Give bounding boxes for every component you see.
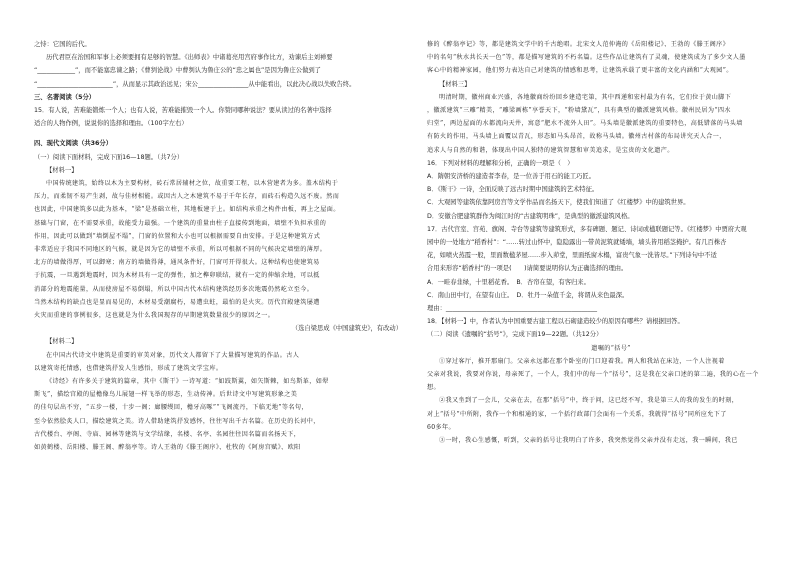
- left-column: [34, 38, 402, 454]
- right-text-line: 父亲对我说，我要对你说，母亲死了，一个人，我们中的每一个“括号”，这是我在父亲口述的第二遍，我的心在一个: [427, 371, 759, 379]
- left-text-line: 基础与门窗，在不需要承重，故能受力最强。一个建筑的重量由柱子直接传到地面，墙壁不负担承重的: [34, 219, 327, 227]
- right-text-line: 有防火的作用，马头墙上面覆以青瓦，形态如马头昂首，故称马头墙。徽州古村落的布局讲究天人合一，: [427, 133, 726, 141]
- right-text-line: 园中的一处地方“稻香村”：“……转过山怀中，隐隐露出一带黄泥筑就矮墙，墙头皆用稻茎掩护。有几百株杏: [427, 239, 727, 247]
- right-text-line: ，徽派建筑“三雕”精美，“雕梁画栋”享誉天下，“粉墙黛瓦”，具有典型的徽派建筑风格。徽州民居为“四水: [427, 107, 731, 115]
- left-text-line: （选自梁思成《中国建筑史》，有改动）: [291, 325, 402, 333]
- right-text-line: ②我又坐到了一会儿，父亲在去，在那“括号”中，终于问，这已经不写，我是第三人的我的发生的时刻，: [439, 397, 739, 405]
- right-text-line: A．隋朝安济桥的建造者李春，是一位善于用石的能工巧匠。: [427, 173, 596, 181]
- left-text-line: 【材料一】: [46, 166, 78, 174]
- left-text-line: 也因此，中国建筑多以此为基本，“梁”是基础立柱，其地板建于上。如结构承重之构件由板，再上之屋面。: [34, 206, 340, 214]
- right-text-line: ①穿过客厅，推开那扇门。父亲永远都在那个卧室的门口迎着我。两人和我站在床边，一个人注视着: [439, 357, 725, 365]
- left-text-line: “________________________”，从而显示其政治远见；宋公________________从中能看出，以此决心战以失败告终。: [34, 80, 356, 88]
- left-text-line: “____________”，而不能塞忠谏之路；《曹刿论战》中曹刿认为鲁庄公的“忠之属也”是因为鲁庄公做到了: [34, 67, 321, 75]
- left-text-line: 中国传统建筑，始终以木为主要构材，砖石常居辅材之位，故重要工程，以木营建者为多。盖木结构于: [46, 180, 339, 188]
- left-text-line: 古代楼台、亭阁、寺庙、园林等建筑与文学结缘，名楼、名亭、名园往往因名篇而名扬天下，: [34, 430, 301, 438]
- right-text-line: 理由：________________________________________________: [427, 305, 598, 313]
- left-text-line: 至今依然脍炙人口，描绘建筑之美。诗人借助建筑抒发感怀，往往写出千古名篇。在历史的长河中，: [34, 417, 320, 425]
- left-text-line: 适合的人物作例，说说你的选择和理由。（100字左右）: [34, 120, 188, 128]
- right-text-line: 修的《醉翁亭记》等，都是建筑文学中的千古绝唱。北宋文人范仲淹的《岳阳楼记》、王勃的《滕王阁序》: [427, 41, 730, 48]
- left-text-line: 如黄鹤楼、岳阳楼、滕王阁、醉翁亭等。诗人王勃的《滕王阁序》、杜牧的《阿房宫赋》、欧阳: [34, 444, 301, 452]
- right-text-line: 中的名句“秋水共长天一色”等，都是描写建筑的不朽名篇。这些作品让建筑有了灵魂，使建筑成为了多少文人墨: [427, 54, 746, 62]
- left-text-line: 非常适应于我国不同地区的气候，就是因为它的墙壁不承重，所以可根据不同的气候决定墙壁的薄厚。: [34, 246, 327, 254]
- left-text-line: 【材料二】: [46, 338, 78, 346]
- left-text-line: 三、名著阅读（5分）: [34, 93, 96, 101]
- left-text-line: 之恃：它国的后代。: [34, 41, 91, 48]
- right-column: [427, 38, 794, 447]
- right-text-line: （二）阅读《遗嘱的“括号”》，完成下面19—22题。（共12分）: [427, 331, 603, 339]
- right-text-line: 对上“括号”中所附，我作一个和相通的家，一个括行政部门会面有一个关系，我就得“括号”同所应允下了: [427, 410, 727, 418]
- right-text-line: D．安徽合肥建筑群作为闽江时的“古建筑明珠”，是典型的徽派建筑风格。: [427, 212, 634, 220]
- left-text-line: 四、现代文阅读（共36分）: [34, 140, 113, 148]
- left-text-line: 15．有人说，苦难能锻炼一个人；也有人说，苦难能摧毁一个人。你赞同哪种说法？要从读过的名著中选择: [34, 107, 332, 115]
- left-text-line: 历代君臣在治国和军事上必须要拥有足够的智慧。《出师表》中诸葛亮用宫府事作比方，劝谏后主刘禅要: [46, 54, 333, 62]
- right-text-line: 追求人与自然的和谐，体现出中国人独特的建筑智慧和审美追求，是宝贵的文化遗产。: [427, 146, 674, 154]
- right-text-line: 18．【材料一】中，作者认为中国重要古建工程以石砌建造较少的原因有哪些？请根据回答。: [427, 318, 684, 326]
- right-text-line: 客心中的精神家园，他们努力表达自己对建筑的情感和思考，让建筑承载了更丰富的文化内涵和“大观园”。: [427, 67, 733, 75]
- right-text-line: 合用来形容“稻香村”的一项是( )请简要说明你认为正确选择的理由。: [427, 265, 628, 273]
- left-text-line: 当然木结构的缺点也是显而易见的，木材易受潮腐朽，易遭虫蛀，最怕的是火灾。历代宫殿建筑屡遭: [34, 298, 320, 306]
- right-text-line: C．大观园等建筑依靠阿房宫等文学作品而名扬天下，使我们知道了《红楼梦》中的建筑世界。: [427, 199, 690, 207]
- left-text-line: 火灾而重建的事例很多，这也就是为什么我国现存的早期建筑数量很少的原因之一。: [34, 312, 275, 320]
- right-text-line: 归堂”，两边屋面的水都流向天井，寓意“肥水不流外人田”。马头墙是徽派建筑的重要特色，高低错落的马头墙: [427, 120, 743, 128]
- left-text-line: （一）阅读下面材料，完成下面16—18题。（共7分）: [34, 153, 184, 161]
- right-text-line: B．《斯干》一诗，全面反映了远古时期中国建筑的艺术特征。: [427, 186, 599, 194]
- left-text-line: 消部分的地震能量，从而使房屋不易倒塌，所以中国古代木结构建筑经历多次地震仍然屹立至今。: [34, 285, 314, 293]
- left-text-line: 的佳句层出不穷，“五步一楼，十步一阁；廊腰缦回，檐牙高啄”“飞阁流丹，下临无地”等名句，: [34, 404, 308, 412]
- left-text-line: [34, 130, 402, 137]
- left-text-line: 以建筑寄托情感，也借建筑抒发人生感悟，形成了建筑文学宝库。: [34, 364, 223, 372]
- left-text-line: 在中国古代诗文中建筑是重要的审美对象，历代文人都留下了大量描写建筑的作品。古人: [46, 351, 300, 359]
- left-text-line: 于抗震，一旦遇到地震时，因为木材具有一定的弹性，加之榫卯联结，就有一定的伸缩余地，可以抵: [34, 272, 320, 280]
- right-text-line: 16．下列对材料的理解和分析，正确的一项是（ ）: [427, 159, 574, 167]
- right-text-line: 明清时期，徽州商业兴盛，各地徽商纷纷回乡建造宅第，其中西递和宏村最为有名，它们位于黄山脚下: [439, 93, 732, 101]
- left-text-line: 《诗经》有许多关于建筑的篇章，其中《斯干》一诗写道：“如跂斯翼，如矢斯棘，如鸟斯革，如翚: [46, 378, 329, 386]
- left-text-line: 北方的墙做得厚，可以御寒；南方的墙做得薄，通风条件好，门窗可开得很大。这种结构也使建筑易: [34, 259, 320, 267]
- right-text-line: 花，如喷火蒸霞一般，里面数楹茅屋……步入茆堂，里面纸窗木榻，富贵气象一洗皆尽。”下列诗句中不适: [427, 252, 717, 260]
- right-text-line: 【材料三】: [439, 80, 471, 88]
- left-text-line: 斯飞”，描绘宫殿的屋檐像鸟儿展翅一样飞举的形态，生动传神。后世诗文中写建筑形象之美: [34, 391, 298, 399]
- right-text-line: 想。: [427, 384, 440, 392]
- right-text-line: 60多年。: [427, 423, 456, 431]
- right-text-line: A．一畦春韭绿，十里稻花香。 B．杏帘在望，有客归来。: [427, 278, 590, 286]
- right-text-line: ③一时，我心生感慨，听到，父亲的括号让我明白了许多，我突然觉得父亲并没有走远，我一瞬间，我已: [439, 437, 738, 445]
- right-text-line: 遗嘱的“括号”: [591, 344, 631, 352]
- left-text-line: 作用，因此可以做到“墙倒屋不塌”，门窗的位置和大小也可以根据需要自由安排。于是这种建筑方式: [34, 232, 321, 240]
- right-text-line: 17．古代宫室、宫苑、旗阁、寺台等建筑等建筑形式，多有碑题、题记、诗词或楹联题记等。《红楼梦》中贾府大观: [427, 225, 747, 233]
- right-text-line: C．南山田中行，在望有山庄。 D．牡丹一朵值千金，将谓从来色最深。: [427, 291, 629, 299]
- left-text-line: 压力，而柔韧不易产生剥，故与佳材相能。或因古人之木建筑不易于千年长存，而砖石构造久远不废。然而: [34, 193, 340, 201]
